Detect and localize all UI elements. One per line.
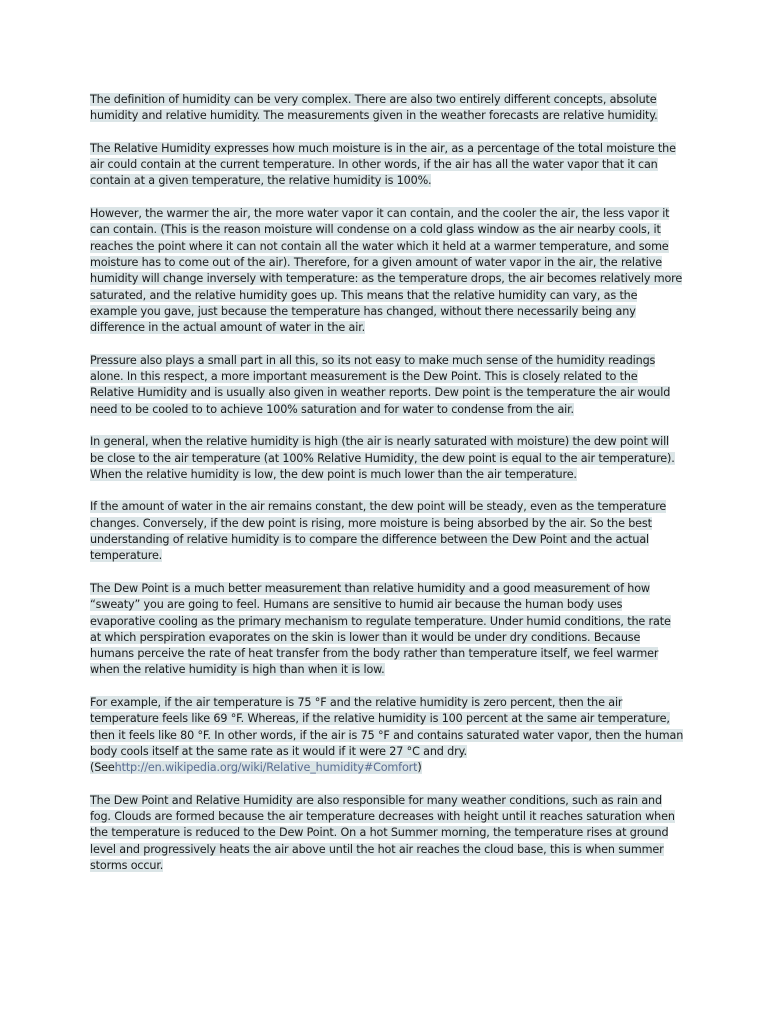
paragraph-5 <box>90 434 684 483</box>
paragraph-2-text: The Relative Humidity expresses how much moisture is in the air, as a percentage of the total moisture the air could contain at the current temperature. In other words, if the air has all the water vapor that it can contain at a given temperature, the relative humidity is 100%. <box>90 141 676 188</box>
paragraph-4-text: Pressure also plays a small part in all this, so its not easy to make much sense of the humidity readings alone. In this respect, a more important measurement is the Dew Point. This is closely related to the Relative Humidity and is usually also given in weather reports. Dew point is the temperature the air would need to be cooled to to achieve 100% saturation and for water to condense from the air. <box>90 353 671 416</box>
paragraph-3 <box>90 206 684 336</box>
paragraph-8 <box>90 695 684 776</box>
paragraph-5-text: In general, when the relative humidity is high (the air is nearly saturated with moisture) the dew point will be close to the air temperature (at 100% Relative Humidity, the dew point is equal to the air temperature). When the relative humidity is low, the dew point is much lower than the air temperature. <box>90 435 675 481</box>
source-link[interactable]: http://en.wikipedia.org/wiki/Relative_humidity#Comfort <box>114 761 418 775</box>
paragraph-8-text: For example, if the air temperature is 75 °F and the relative humidity is zero percent, then the air temperature feels like 69 °F. Whereas, if the relative humidity is 100 percent at the same air temperature, then it feels like 80 °F. In other words, if the air is 75 °F and contains saturated water vapor, then the human body cools itself at the same rate as it would if it were 27 °C and dry. <box>90 695 684 758</box>
paragraph-7 <box>90 581 684 679</box>
paragraph-2 <box>90 141 684 190</box>
paragraph-9 <box>90 793 684 874</box>
source-open: (See <box>90 761 115 775</box>
paragraph-3-text: However, the warmer the air, the more water vapor it can contain, and the cooler the air, the less vapor it can contain. (This is the reason moisture will condense on a cold glass window as the air nearby cools, it reaches the point where it can not contain all the water which it held at a warmer temperature, and some moisture has to come out of the air). Therefore, for a given amount of water vapor in the air, the relative humidity will change inversely with temperature: as the temperature drops, the air becomes relatively more saturated, and the relative humidity goes up. This means that the relative humidity can vary, as the example you gave, just because the temperature has changed, without there necessarily being any difference in the actual amount of water in the air. <box>90 207 683 335</box>
paragraph-6-text: If the amount of water in the air remains constant, the dew point will be steady, even as the temperature changes. Conversely, if the dew point is rising, more moisture is being absorbed by the air. So the best understanding of relative humidity is to compare the difference between the Dew Point and the actual temperature. <box>90 500 667 563</box>
paragraph-7-text: The Dew Point is a much better measurement than relative humidity and a good measurement of how “sweaty” you are going to feel. Humans are sensitive to humid air because the human body uses evaporative cooling as the primary mechanism to regulate temperature. Under humid conditions, the rate at which perspiration evaporates on the skin is lower than it would be under dry conditions. Because humans perceive the rate of heat transfer from the body rather than temperature itself, we feel warmer when the relative humidity is high than when it is low. <box>90 581 671 677</box>
paragraph-6 <box>90 499 684 564</box>
paragraph-4 <box>90 353 684 418</box>
paragraph-1-text: The definition of humidity can be very complex. There are also two entirely different concepts, absolute humidity and relative humidity. The measurements given in the weather forecasts are relative humidity. <box>90 93 658 123</box>
paragraph-9-text: The Dew Point and Relative Humidity are also responsible for many weather conditions, such as rain and fog. Clouds are formed because the air temperature decreases with height until it reaches saturation when the temperature is reduced to the Dew Point. On a hot Summer morning, the temperature rises at ground level and progressively heats the air above until the hot air reaches the cloud base, this is when summer storms occur. <box>90 793 675 872</box>
source-close: ) <box>417 761 422 775</box>
document-body <box>90 92 684 891</box>
paragraph-1 <box>90 92 684 125</box>
